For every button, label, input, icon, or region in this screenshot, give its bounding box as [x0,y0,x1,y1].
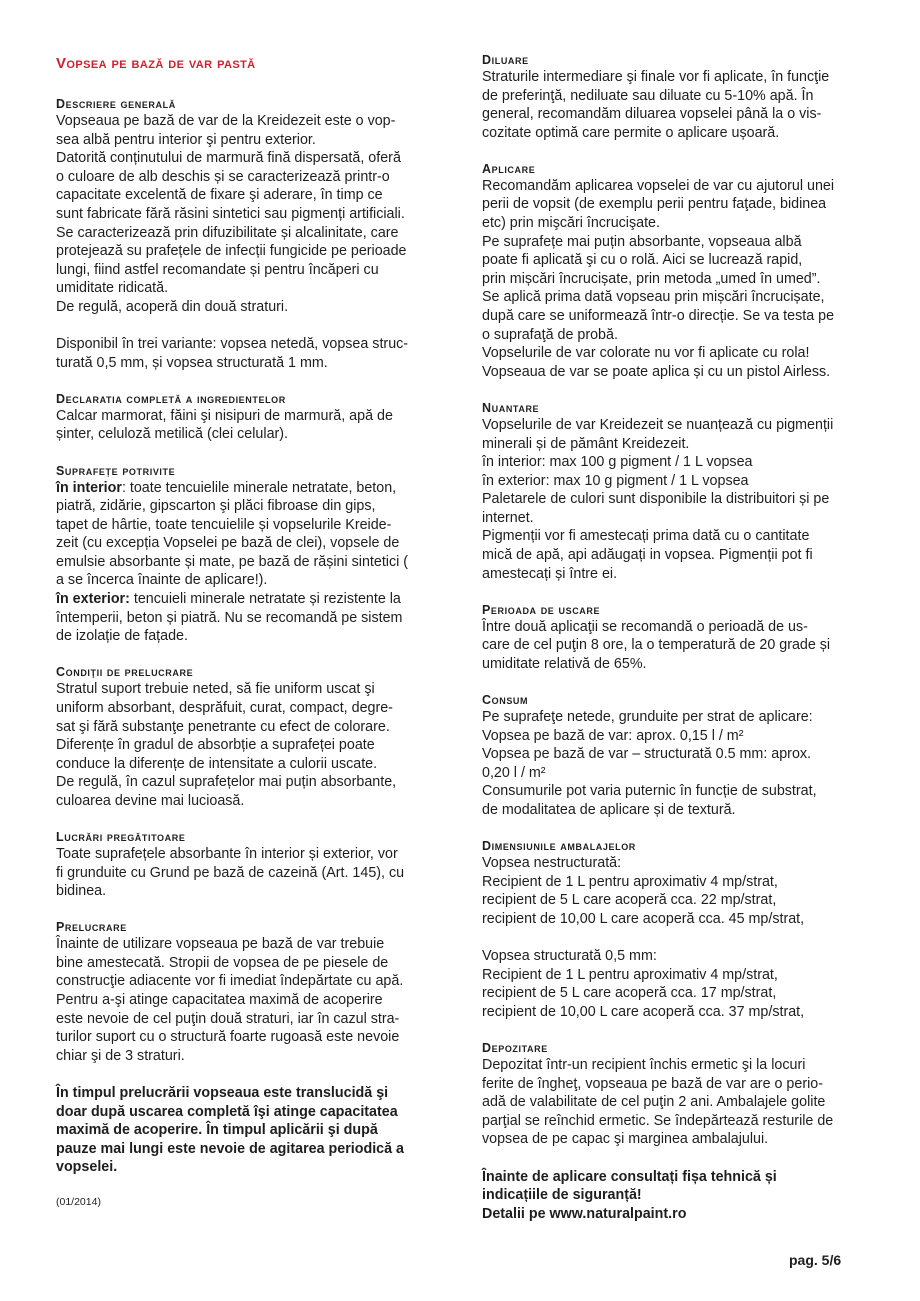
text-line: uniform absorbant, desprăfuit, curat, compact, degre- [56,699,393,716]
text-line [56,571,441,590]
text-line [56,590,441,609]
section-heading: Consum [482,693,529,708]
text-line: ferite de îngheţ, vopseaua pe bază de var are o perio- [482,1075,823,1092]
text-line: Vopsea pe bază de var – structurată 0.5 mm: aprox. [482,746,812,763]
text-line: conduce la diferențe de intensitate a culorii uscate. [56,755,378,772]
text-line: De regulă, acoperă din două straturi. [56,298,289,315]
section-perioada-de-uscare [482,602,867,674]
text-line: fi grunduite cu Grund pe bază de cazeină (Art. 145), cu [56,864,405,881]
text-line: o suprafaţă de probă. [482,326,618,343]
section-suprafete-potrivite [56,463,441,646]
text-line: recipient de 10,00 L care acoperă cca. 45 mp/strat, [482,910,805,927]
section-depozitare [482,1040,867,1223]
text-line: vopsea de pe capac şi marginea ambalajului. [482,1131,769,1148]
text-line: Recipient de 1 L pentru aproximativ 4 mp/strat, [482,873,778,890]
document-date: (01/2014) [56,1195,101,1208]
blank-line [482,1149,867,1168]
text-line: Recipient de 1 L pentru aproximativ 4 mp/strat, [482,966,778,983]
text-line: Vopseaua de var se poate aplica și cu un pistol Airless. [482,363,831,380]
text-line: este nevoie de cel puţin două straturi, iar în cazul stra- [56,1010,400,1027]
bold-note-line: vopselei. [56,1159,118,1176]
text-line [56,479,441,498]
text-line: Diferențe în gradul de absorbție a suprafeței poate [56,737,375,754]
text-line: lungi, fiind astfel recomandate și pentru încăperi cu [56,261,379,278]
text-line: șinter, celuloză metilică (clei celular). [56,426,289,443]
text-line: Straturile intermediare şi finale vor fi aplicate, în funcţie [482,69,830,85]
right-sections [482,52,867,1223]
section-heading: Perioada de uscare [482,602,601,617]
text-line: Vopselurile de var colorate nu vor fi aplicate cu rola! [482,345,810,362]
text-line: în interior: max 100 g pigment / 1 L vopsea [482,454,753,471]
section-conditii-de-prelucrare [56,664,441,810]
text-line: poate fi aplicată şi cu o rolă. Aici se lucrează rapid, [482,252,803,269]
text-line: Vopsea nestructurată: [482,855,622,872]
text-line: culoarea devine mai lucioasă. [56,792,245,809]
section-prelucrare [56,919,441,1177]
text-line: amestecați și între ei. [482,565,618,582]
text-line: Între două aplicaţii se recomandă o perioadă de us- [482,618,808,635]
bold-label: în exterior: [56,591,130,608]
text-line: parţial se reînchid ermetic. Se îndepărtează resturile de [482,1112,834,1129]
blank-line [482,928,867,947]
text-line: Vopseaua pe bază de var de la Kreidezeit este o vop- [56,113,396,129]
section-heading: Suprafețe potrivite [56,463,176,478]
text-line: în exterior: max 10 g pigment / 1 L vopsea [482,472,749,489]
right-column [482,52,867,1242]
section-heading: Lucrări pregătitoare [56,830,186,844]
text-line: construcţie adiacente vor fi imediat îndepărtate cu apă. [56,973,404,990]
text-line [56,553,441,572]
line-text: tencuieli minerale netratate și rezistente la [129,591,401,608]
text-line: 0,20 l / m² [482,764,546,781]
section-heading: Condiţii de prelucrare [56,665,194,680]
blank-line [56,1065,441,1084]
text-line: bidinea. [56,883,107,900]
text-line: umiditate ridicată. [56,280,169,297]
text-line: Pentru a-şi atinge capacitatea maximă de acoperire [56,992,383,1009]
text-line: Stratul suport trebuie neted, să fie uniform uscat şi [56,681,375,698]
text-line: mică de apă, api adăugați in vopsea. Pigmenții pot fi [482,547,813,564]
bold-note-line: doar după uscarea completă îşi atinge capacitatea [56,1103,398,1120]
section-nuantare [482,400,867,583]
text-line: Pigmenții vor fi amestecați prima dată cu o cantitate [482,528,810,545]
section-heading: Nuantare [482,400,540,415]
line-text: întemperii, beton și piatră. Nu se recomandă pe sistem [56,609,403,626]
line-text: : toate tencuielile minerale netratate, beton, [121,479,397,496]
text-line: Toate suprafețele absorbante în interior și exterior, vor [56,846,398,862]
text-line: turată 0,5 mm, și vopsea structurată 1 mm. [56,354,328,371]
text-line: Consumurile pot varia puternic în funcție de substrat, [482,783,817,800]
text-line: chiar şi de 3 straturi. [56,1047,185,1064]
text-line [56,534,441,553]
text-line: internet. [482,509,534,526]
text-line: perii de vopsit (de exemplu perii pentru faţade, bidinea [482,196,827,213]
bold-label: în interior [56,479,122,496]
text-line: bine amestecată. Stropii de vopsea de pe piesele de [56,954,389,971]
page-number: pag. 5/6 [789,1252,842,1268]
blank-line [56,317,441,336]
text-line: cozitate optimă care permite o aplicare ușoară. [482,124,780,141]
text-line: prin mișcări încrucișate, prin metoda „umed în umed”. [482,270,821,287]
text-line: Pe suprafeţe netede, grunduite per strat de aplicare: [482,709,813,726]
text-line [56,497,441,516]
section-dimensiunile-ambalajelor [482,838,867,1021]
text-line: adă de valabilitate de cel puţin 2 ani. Ambalajele golite [482,1094,826,1111]
bold-note-line: Înainte de aplicare consultați fișa tehnică și [482,1168,777,1185]
text-line: de modalitatea de aplicare și de textură. [482,802,736,818]
bold-note-line: Detalii pe www.naturalpaint.ro [482,1205,687,1222]
bold-note-line: maximă de acoperire. În timpul aplicării şi după [56,1122,378,1139]
section-diluare [482,52,867,142]
text-line: sea albă pentru interior şi pentru exterior. [56,131,316,148]
text-line: Înainte de utilizare vopseaua pe bază de var trebuie [56,936,385,953]
left-sections [56,96,441,1177]
text-line: sat şi fără substanţe penetrante cu efect de colorare. [56,718,390,735]
text-line: Vopsea structurată 0,5 mm: [482,948,657,965]
text-line: recipient de 5 L care acoperă cca. 17 mp/strat, [482,985,777,1002]
bold-note-line: pauze mai lungi este nevoie de agitarea periodică a [56,1140,405,1157]
text-line: Depozitat într-un recipient închis ermetic şi la locuri [482,1056,806,1073]
section-descriere-generala [56,96,441,372]
text-line: care de cel puţin 8 ore, la o temperatură de 20 grade și [482,637,831,654]
section-heading: Declaratia completă a ingredientelor [56,391,286,406]
text-line [56,516,441,535]
text-line [56,609,441,628]
text-line: după care se uniformează într-o direcție. Se va testa pe [482,308,835,325]
line-text: piatră, zidărie, gipscarton şi plăci fibroase din gips, [56,498,376,515]
section-heading: Dimensiunile ambalajelor [482,839,636,854]
text-line: Pe suprafețe mai puțin absorbante, vopseaua albă [482,233,802,250]
text-line: Se caracterizează prin difuzibilitate și alcalinitate, care [56,224,399,241]
text-line: Se aplică prima dată vopseau prin mișcări încrucișate, [482,289,825,306]
text-line: turilor suport cu o structură foarte rugoasă este nevoie [56,1029,400,1046]
section-heading: Diluare [482,53,529,67]
text-line: recipient de 5 L care acoperă cca. 22 mp/strat, [482,892,777,909]
text-line: o culoare de alb deschis și se caracterizează printr-o [56,168,390,185]
text-line: protejează su prafețele de infecții fungicide pe perioade [56,243,407,260]
bold-note-line: indicațiile de siguranță! [482,1187,642,1204]
left-column [56,52,441,1208]
bold-note-line: În timpul prelucrării vopseaua este translucidă şi [56,1085,389,1102]
text-line [56,627,441,646]
text-line: Calcar marmorat, făini şi nisipuri de marmură, apă de [56,407,393,424]
text-line: Datorită conținutului de marmură fină dispersată, oferă [56,150,401,167]
section-heading: Prelucrare [56,920,127,935]
section-heading: Descriere generală [56,97,176,111]
text-line: minerali și de pământ Kreidezeit. [482,435,690,452]
section-heading: Depozitare [482,1040,548,1055]
section-declaratia-completa-a-ingredientelor [56,391,441,444]
text-line: Vopsea pe bază de var: aprox. 0,15 l / m² [482,727,744,744]
text-line: recipient de 10,00 L care acoperă cca. 37 mp/strat, [482,1003,805,1020]
line-text: a se încerca înainte de aplicare!). [56,572,268,589]
section-lucrari-pregatitoare [56,829,441,901]
text-line: Paletarele de culori sunt disponibile la distribuitori și pe [482,491,830,508]
line-text: emulsie absorbante și mate, pe bază de rășini sintetici ( [56,553,409,570]
line-text: de izolație de fațade. [56,628,188,645]
text-line: etc) prin mişcări încrucişate. [482,215,660,232]
text-line: Disponibil în trei variante: vopsea netedă, vopsea struc- [56,336,409,353]
text-line: capacitate excelentă de fixare şi aderare, în timp ce [56,187,383,204]
text-line: general, recomandăm diluarea vopselei până la o vis- [482,106,822,123]
text-line: Vopselurile de var Kreidezeit se nuanțează cu pigmenții [482,416,834,433]
section-heading: Aplicare [482,161,536,176]
text-line: De regulă, în cazul suprafețelor mai puțin absorbante, [56,774,397,791]
text-line: de preferinţă, nediluate sau diluate cu 5-10% apă. În [482,87,814,104]
section-consum [482,692,867,820]
text-line: sunt fabricate fără răsini sintetici sau pigmenți artificiali. [56,205,405,222]
document-title: Vopsea pe bază de var pastă [56,55,256,72]
section-aplicare [482,161,867,382]
text-line: umiditate relativă de 65%. [482,655,647,672]
text-line: Recomandăm aplicarea vopselei de var cu ajutorul unei [482,177,835,194]
line-text: zeit (cu excepția Vopselei pe bază de clei), vopsele de [56,535,400,552]
line-text: tapet de hârtie, toate tencuielile și vopselurile Kreide- [56,516,392,533]
